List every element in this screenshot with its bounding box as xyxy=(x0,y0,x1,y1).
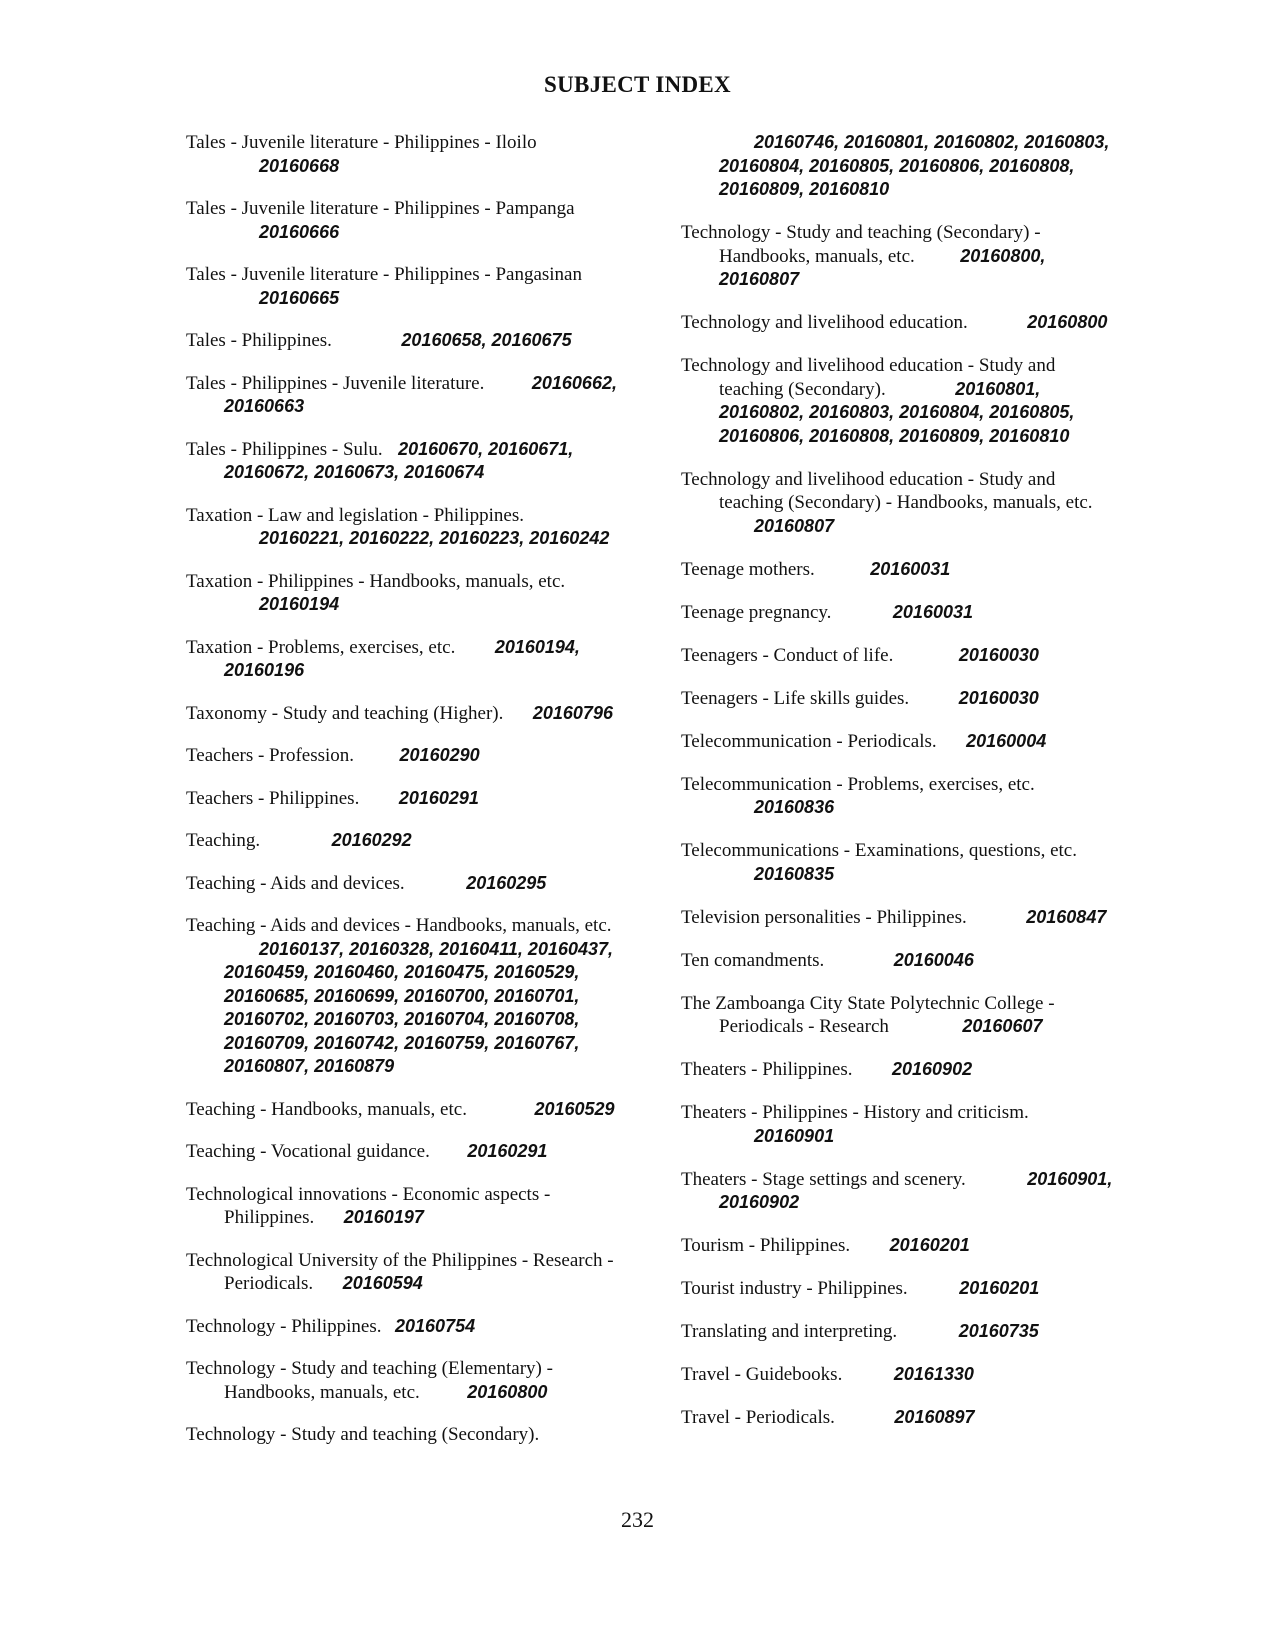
index-entry xyxy=(681,949,1143,973)
entry-numbers: 20160670, 20160671, xyxy=(398,438,574,459)
index-column-left xyxy=(186,131,656,1466)
entry-numbers: 20161330 xyxy=(893,1364,974,1384)
entry-numbers: 20160046 xyxy=(893,949,974,970)
page-number: 232 xyxy=(621,1507,654,1532)
entry-numbers-cont: 20160902 xyxy=(719,1192,800,1212)
entry-numbers: 20160746, 20160801, 20160802, 20160803, xyxy=(754,132,1110,152)
entry-numbers-cont: 20160809, 20160810 xyxy=(719,179,890,199)
index-entry xyxy=(681,839,1143,886)
entry-numbers: 20160030 xyxy=(958,644,1039,665)
entry-heading: Technology - Study and teaching (Secondary). xyxy=(186,1424,540,1445)
entry-numbers: 20160847 xyxy=(1026,906,1107,927)
entry-heading: Translating and interpreting. xyxy=(681,1321,898,1342)
index-entry xyxy=(186,1098,656,1122)
entry-heading-cont: teaching (Secondary) - Handbooks, manuals, etc. xyxy=(719,492,1093,513)
entry-heading: Technology and livelihood education. xyxy=(681,312,968,333)
index-entry xyxy=(681,730,1143,754)
entry-numbers-cont: 20160807 xyxy=(719,269,800,289)
index-entry xyxy=(681,992,1143,1039)
entry-heading: Teachers - Profession. xyxy=(186,745,355,766)
entry-numbers: 20160754 xyxy=(395,1315,476,1336)
index-entry xyxy=(681,1234,1143,1258)
entry-numbers: 20160836 xyxy=(754,797,835,817)
entry-numbers-cont: 20160685, 20160699, 20160700, 20160701, xyxy=(224,985,580,1006)
entry-numbers: 20160004 xyxy=(966,730,1047,751)
entry-heading-cont: Philippines. xyxy=(224,1207,315,1228)
entry-heading: Tourist industry - Philippines. xyxy=(681,1278,908,1299)
entry-numbers-cont: 20160459, 20160460, 20160475, 20160529, xyxy=(224,962,580,982)
index-entry xyxy=(681,644,1143,668)
entry-numbers: 20160801, xyxy=(955,378,1041,399)
entry-numbers: 20160901 xyxy=(754,1125,835,1146)
entry-heading: Teaching - Vocational guidance. xyxy=(186,1141,430,1162)
entry-numbers: 20160796 xyxy=(532,702,613,723)
entry-heading: Taxation - Problems, exercises, etc. xyxy=(186,636,456,658)
entry-numbers: 20160221, 20160222, 20160223, 20160242 xyxy=(259,528,610,548)
index-entry xyxy=(186,1423,656,1447)
index-entry xyxy=(681,1406,1143,1430)
entry-numbers: 20160897 xyxy=(894,1407,975,1427)
index-column-right xyxy=(681,131,1143,1449)
entry-heading: Tales - Juvenile literature - Philippines - Pangasinan xyxy=(186,264,582,285)
entry-heading: Theaters - Philippines - History and criticism. xyxy=(681,1102,1029,1123)
entry-heading: Tourism - Philippines. xyxy=(681,1235,851,1256)
entry-numbers: 20160194, xyxy=(494,636,580,657)
index-entry xyxy=(681,468,1143,539)
entry-heading: Teachers - Philippines. xyxy=(186,787,360,809)
entry-heading: Technology - Philippines. xyxy=(186,1315,382,1337)
entry-numbers: 20160031 xyxy=(892,601,973,622)
entry-numbers: 20160665 xyxy=(259,287,340,308)
index-entry xyxy=(186,570,656,617)
index-entry xyxy=(681,1363,1143,1387)
entry-numbers: 20160291 xyxy=(467,1141,548,1161)
entry-heading: Taxation - Law and legislation - Philippines. xyxy=(186,504,524,526)
index-entry xyxy=(186,1357,656,1404)
entry-heading: Technology - Study and teaching (Elementary) - xyxy=(186,1358,553,1379)
entry-heading: The Zamboanga City State Polytechnic College - xyxy=(681,992,1055,1014)
entry-heading: Telecommunication - Problems, exercises, etc. xyxy=(681,773,1035,795)
entry-heading-cont: teaching (Secondary). xyxy=(719,378,886,400)
entry-heading: Technology and livelihood education - Study and xyxy=(681,468,1056,490)
index-entry-continued xyxy=(681,131,1143,202)
entry-numbers: 20160137, 20160328, 20160411, 20160437, xyxy=(259,938,614,959)
entry-numbers: 20160529 xyxy=(534,1098,615,1119)
entry-heading: Technological University of the Philippines - Research - xyxy=(186,1249,614,1271)
entry-heading-cont: Periodicals. xyxy=(224,1273,314,1294)
index-entry xyxy=(186,829,656,853)
entry-heading: Technology - Study and teaching (Secondary) - xyxy=(681,222,1041,243)
index-entry xyxy=(681,558,1143,582)
index-entry xyxy=(186,504,656,551)
index-entry xyxy=(186,1315,656,1339)
index-entry xyxy=(681,1277,1143,1301)
entry-numbers: 20160594 xyxy=(342,1273,423,1293)
page-title: SUBJECT INDEX xyxy=(544,72,731,97)
entry-numbers: 20160807 xyxy=(754,515,835,536)
entry-numbers: 20160901, xyxy=(1027,1168,1113,1189)
entry-heading: Teaching - Handbooks, manuals, etc. xyxy=(186,1098,467,1120)
entry-heading-cont: Handbooks, manuals, etc. xyxy=(224,1381,420,1403)
index-entry xyxy=(681,906,1143,930)
index-entry xyxy=(681,1320,1143,1344)
entry-numbers: 20160735 xyxy=(958,1321,1039,1341)
entry-heading: Teenagers - Life skills guides. xyxy=(681,687,910,709)
entry-numbers: 20160194 xyxy=(259,594,340,614)
index-entry xyxy=(186,636,656,683)
entry-numbers: 20160290 xyxy=(399,745,480,765)
entry-numbers: 20160201 xyxy=(889,1235,970,1255)
index-entry xyxy=(681,601,1143,625)
entry-numbers: 20160031 xyxy=(870,558,951,579)
entry-heading: Telecommunications - Examinations, questions, etc. xyxy=(681,840,1077,861)
index-entry xyxy=(681,354,1143,448)
entry-numbers-cont: 20160806, 20160808, 20160809, 20160810 xyxy=(719,425,1070,446)
entry-heading: Teaching - Aids and devices - Handbooks, manuals, etc. xyxy=(186,915,612,936)
entry-heading: Teenagers - Conduct of life. xyxy=(681,644,894,666)
entry-heading: Teaching. xyxy=(186,830,261,851)
entry-heading: Tales - Juvenile literature - Philippines - Pampanga xyxy=(186,198,575,219)
index-entry xyxy=(186,1249,656,1296)
index-entry xyxy=(681,1168,1143,1215)
index-entry xyxy=(186,372,656,419)
index-entry xyxy=(186,787,656,811)
entry-heading: Telecommunication - Periodicals. xyxy=(681,730,937,752)
entry-numbers: 20160662, xyxy=(531,372,617,393)
entry-numbers: 20160295 xyxy=(466,872,547,893)
entry-numbers: 20160666 xyxy=(259,221,340,242)
entry-numbers: 20160835 xyxy=(754,863,835,884)
entry-numbers-cont: 20160663 xyxy=(224,396,305,416)
entry-numbers-cont: 20160802, 20160803, 20160804, 20160805, xyxy=(719,402,1075,422)
entry-numbers: 20160800 xyxy=(1027,312,1108,332)
entry-heading: Taxonomy - Study and teaching (Higher). xyxy=(186,702,504,724)
index-entry xyxy=(681,1058,1143,1082)
index-entry xyxy=(186,744,656,768)
entry-heading: Tales - Philippines. xyxy=(186,330,332,351)
entry-numbers: 20160197 xyxy=(343,1207,424,1227)
entry-heading: Travel - Periodicals. xyxy=(681,1407,835,1428)
index-entry xyxy=(186,263,656,310)
entry-numbers-cont: 20160196 xyxy=(224,660,305,680)
entry-heading: Travel - Guidebooks. xyxy=(681,1364,843,1385)
entry-numbers: 20160292 xyxy=(331,830,412,850)
entry-numbers: 20160658, 20160675 xyxy=(401,330,572,350)
entry-numbers: 20160902 xyxy=(892,1059,973,1079)
entry-heading: Tales - Philippines - Sulu. xyxy=(186,438,383,460)
entry-numbers-cont: 20160709, 20160742, 20160759, 20160767, xyxy=(224,1032,580,1053)
entry-numbers-cont: 20160804, 20160805, 20160806, 20160808, xyxy=(719,155,1075,176)
entry-numbers: 20160030 xyxy=(958,687,1039,708)
index-entry xyxy=(681,1101,1143,1148)
entry-numbers: 20160291 xyxy=(398,787,479,808)
index-entry xyxy=(186,914,656,1079)
entry-heading: Tales - Philippines - Juvenile literature. xyxy=(186,372,485,394)
entry-heading: Teenage pregnancy. xyxy=(681,601,832,623)
index-entry xyxy=(186,197,656,244)
entry-heading: Technology and livelihood education - Study and xyxy=(681,355,1056,376)
entry-numbers: 20160201 xyxy=(959,1278,1040,1298)
entry-numbers: 20160668 xyxy=(259,155,340,176)
entry-heading: Teaching - Aids and devices. xyxy=(186,872,405,894)
index-entry xyxy=(681,311,1143,335)
entry-numbers: 20160607 xyxy=(962,1016,1043,1036)
entry-numbers: 20160800, xyxy=(960,245,1046,266)
entry-heading: Television personalities - Philippines. xyxy=(681,906,967,928)
index-entry xyxy=(186,1183,656,1230)
index-entry xyxy=(186,438,656,485)
entry-heading: Tales - Juvenile literature - Philippines - Iloilo xyxy=(186,132,537,153)
index-entry xyxy=(186,329,656,353)
entry-numbers-cont: 20160807, 20160879 xyxy=(224,1056,395,1076)
entry-heading: Ten comandments. xyxy=(681,949,825,971)
entry-numbers: 20160800 xyxy=(467,1381,548,1402)
index-entry xyxy=(186,872,656,896)
entry-heading: Theaters - Stage settings and scenery. xyxy=(681,1168,966,1190)
entry-heading: Teenage mothers. xyxy=(681,558,815,580)
entry-numbers-cont: 20160702, 20160703, 20160704, 20160708, xyxy=(224,1009,580,1029)
index-entry xyxy=(186,131,656,178)
entry-heading: Technological innovations - Economic aspects - xyxy=(186,1183,551,1205)
entry-heading: Taxation - Philippines - Handbooks, manuals, etc. xyxy=(186,570,566,592)
index-entry xyxy=(681,773,1143,820)
index-entry xyxy=(186,1140,656,1164)
entry-heading: Theaters - Philippines. xyxy=(681,1059,853,1080)
index-entry xyxy=(681,221,1143,292)
index-entry xyxy=(681,687,1143,711)
entry-heading-cont: Periodicals - Research xyxy=(719,1016,889,1037)
index-entry xyxy=(186,702,656,726)
entry-numbers-cont: 20160672, 20160673, 20160674 xyxy=(224,462,485,482)
entry-heading-cont: Handbooks, manuals, etc. xyxy=(719,245,915,267)
